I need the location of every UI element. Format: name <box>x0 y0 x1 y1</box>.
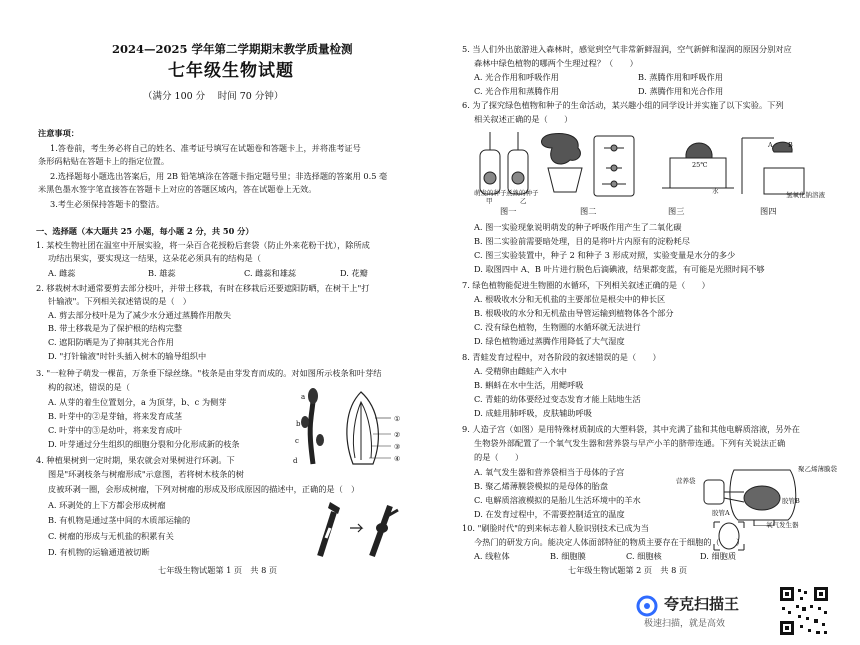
option: C. 细胞核 <box>626 551 662 561</box>
fig-label: A <box>768 141 773 149</box>
option: B. 图二实验前需要暗处理，目的是将叶片内原有的淀粉耗尽 <box>474 236 690 246</box>
fig-label: 25℃ <box>692 161 708 169</box>
option: C. 遮阳防晒是为了抑制其光合作用 <box>48 337 174 347</box>
option: D. 细胞质 <box>700 551 737 561</box>
question-line: 针输液"。下列相关叙述错误的是（ ） <box>48 296 191 306</box>
question-line: 2. 移栽树木时通常要剪去部分枝叶，并带土移栽，有时在移栽后还要遮阳防晒，在树干上"打 <box>36 283 370 293</box>
note-line: 2.选择题每小题选出答案后，用 2B 铅笔填涂在答题卡指定题号里；非选择题的答案用 0.5 毫 <box>50 171 388 181</box>
fig-label: 煮熟的种子 <box>506 189 539 197</box>
option: B. 蝌蚪在水中生活，用鳃呼吸 <box>474 380 584 390</box>
option: B. 雄蕊 <box>148 268 176 278</box>
girdling-figure <box>300 498 412 560</box>
fig-label: ④ <box>394 455 401 463</box>
fig-label: d <box>293 457 298 465</box>
option: B. 细胞膜 <box>550 551 586 561</box>
option: A. 受精卵由雌蛙产入水中 <box>474 366 567 376</box>
fig-label: 萌发的种子 <box>474 189 507 197</box>
fig-label: 胶管A <box>712 509 730 517</box>
qr-code-icon <box>778 585 830 637</box>
question-line: 生物袋外部配置了一个氧气发生器和营养袋与早产小羊的脐带连通。下列有关说法正确 <box>474 438 786 448</box>
option: B. 根吸收的水分和无机盐由导管运输到植物体各个部分 <box>474 308 674 318</box>
fig-label: b <box>296 420 301 428</box>
fig-label: 氧气发生器 <box>766 521 799 529</box>
fig-label: 胶管B <box>782 497 800 505</box>
question-line: 10. "刷脸时代"的到来标志着人脸识别技术已成为当 <box>462 523 649 533</box>
fig-label: ③ <box>394 443 401 451</box>
question-line: 的是（ ） <box>474 452 524 462</box>
fig-caption: 图二 <box>580 206 597 216</box>
option: B. 叶芽中的②是芽轴，将来发育成茎 <box>48 411 183 421</box>
question-line: 图是"环剥枝条与树瘤形成"示意图，若将树木枝条的树 <box>48 469 244 479</box>
question-line: 1. 某校生物社团在温室中开展实验，将一朵百合花授粉后套袋（防止外来花粉干扰），除所成 <box>36 240 370 250</box>
option: D. 花瓣 <box>340 268 368 278</box>
option: B. 蒸腾作用和呼吸作用 <box>638 72 723 82</box>
question-line: 8. 青蛙发育过程中，对各阶段的叙述错误的是（ ） <box>462 352 661 362</box>
option: C. 青蛙的幼体要经过变态发育才能上陆地生活 <box>474 394 641 404</box>
option: A. 环剥处的上下方都会形成树瘤 <box>48 500 166 510</box>
option: D. 蒸腾作用和光合作用 <box>638 86 724 96</box>
option: A. 从芽的着生位置划分，a 为顶芽，b、c 为侧芽 <box>48 397 227 407</box>
option: A. 线粒体 <box>474 551 510 561</box>
option: A. 雌蕊 <box>48 268 76 278</box>
fig-label: ① <box>394 415 401 423</box>
watermark-slogan: 极速扫描，就是高效 <box>644 619 726 629</box>
question-line: 今热门的研发方向。能决定人体面部特征的物质主要存在于细胞的（ ） <box>474 537 745 547</box>
fig-label: c <box>295 437 299 445</box>
exam-header: 2024—2025 学年第二学期期末教学质量检测 <box>112 42 353 56</box>
option: A. 图一实验现象说明萌发的种子呼吸作用产生了二氧化碳 <box>474 222 682 232</box>
option: D. "打针输液"时针头插入树木的输导组织中 <box>48 351 207 361</box>
option: D. 在发育过程中，不需要控制适宜的温度 <box>474 509 625 519</box>
option: C. 图三实验装置中，种子 2 和种子 3 形成对照，实验变量是水分的多少 <box>474 250 736 260</box>
option: B. 聚乙烯薄膜袋模拟的是母体的胎盘 <box>474 481 609 491</box>
exam-title: 七年级生物试题 <box>168 61 294 81</box>
fig-label: 营养袋 <box>676 477 696 485</box>
option: A. 剪去部分枝叶是为了减少水分通过蒸腾作用散失 <box>48 310 232 320</box>
option: D. 有机物的运输通道被切断 <box>48 547 150 557</box>
option: D. 叶芽通过分生组织的细胞分裂和分化形成新的枝条 <box>48 439 240 449</box>
quark-logo-icon <box>636 595 658 617</box>
face-scan-figure <box>712 520 746 552</box>
note-line: 1.答卷前，考生务必将自己的姓名、准考证号填写在试题卷和答题卡上，并将准考证号 <box>50 143 361 153</box>
option: A. 根吸收水分和无机盐的主要部位是根尖中的伸长区 <box>474 294 666 304</box>
option: C. 电解质溶液模拟的是胎儿生活环境中的羊水 <box>474 495 641 505</box>
option: D. 取图四中 A、B 叶片进行脱色后滴碘液，结果都变蓝，有可能是光照时间不够 <box>474 264 765 274</box>
option: B. 有机物是通过茎中间的木质部运输的 <box>48 515 191 525</box>
note-line: 3.考生必须保持答题卡的整洁。 <box>50 199 165 209</box>
question-line: 4. 种植果树到一定时期，果农就会对果树进行环剥。下 <box>36 455 235 465</box>
notes-title: 注意事项： <box>38 128 79 138</box>
question-line: 9. 人造子宫（如图）是用特殊材质制成的大塑料袋，其中充满了盐和其他电解质溶液，另外在 <box>462 424 800 434</box>
fig-label: 乙 <box>520 197 527 205</box>
section-title: 一、选择题（本大题共 25 小题，每小题 2 分，共 50 分） <box>36 226 254 236</box>
question-line: 皮被环剥一圈，会形成树瘤，下列对树瘤的形成及形成原因的描述中，正确的是（ ） <box>48 484 360 494</box>
option: B. 带土移栽是为了保护根的结构完整 <box>48 323 183 333</box>
fig-label: 聚乙烯薄膜袋 <box>798 465 837 473</box>
note-line: 条形码粘贴在答题卡上的指定位置。 <box>38 156 170 166</box>
fig-caption: 图四 <box>760 206 777 216</box>
fig-label: ② <box>394 431 401 439</box>
fig-label: 甲 <box>486 197 493 205</box>
scanner-watermark <box>636 585 768 635</box>
right-page <box>430 0 860 645</box>
question-line: 6. 为了探究绿色植物和种子的生命活动，某兴趣小组的同学设计并实施了以下实验。下列 <box>462 100 784 110</box>
fig-label: B <box>788 141 793 149</box>
fig-label: a <box>301 393 306 401</box>
question-line: 功结出果实，要实现这一结果，这朵花必须具有的结构是（ <box>48 253 261 263</box>
question-line: 相关叙述正确的是（ ） <box>474 114 573 124</box>
option: C. 雌蕊和雄蕊 <box>244 268 297 278</box>
page-footer: 七年级生物试题第 1 页 共 8 页 <box>158 565 278 575</box>
fig-caption: 图三 <box>668 206 685 216</box>
option: D. 绿色植物通过蒸腾作用降低了大气湿度 <box>474 336 625 346</box>
question-line: 3. "一粒种子萌发一棵苗，万条垂下绿丝绦。"枝条是由芽发育而成的。对如图所示枝条和叶芽结 <box>36 368 382 378</box>
option: C. 叶芽中的③是幼叶，将来发育成叶 <box>48 425 182 435</box>
option: C. 树瘤的形成与无机盐的积累有关 <box>48 531 174 541</box>
exam-subtitle: （满分 100 分 时间 70 分钟） <box>143 91 284 102</box>
option: A. 氧气发生器和营养袋相当于母体的子宫 <box>474 467 625 477</box>
option: C. 光合作用和蒸腾作用 <box>474 86 559 96</box>
option: A. 光合作用和呼吸作用 <box>474 72 559 82</box>
page-footer: 七年级生物试题第 2 页 共 8 页 <box>568 565 688 575</box>
question-line: 7. 绿色植物能促进生物圈的水循环，下列相关叙述正确的是（ ） <box>462 280 710 290</box>
note-line: 米黑色墨水签字笔直接答在答题卡上对应的答题区域内，答在试题卷上无效。 <box>38 184 317 194</box>
option: D. 成蛙用肺呼吸，皮肤辅助呼吸 <box>474 408 592 418</box>
question-line: 构的叙述，错误的是（ <box>48 382 130 392</box>
fig-label: 水 <box>712 187 719 195</box>
fig-label: 氢氧化钠溶液 <box>786 191 825 199</box>
watermark-brand: 夸克扫描王 <box>664 595 740 613</box>
option: C. 没有绿色植物，生物圈的水循环就无法进行 <box>474 322 641 332</box>
question-line: 森林中绿色植物的哪两个生理过程？（ ） <box>474 58 638 68</box>
fig-caption: 图一 <box>500 206 517 216</box>
question-line: 5. 当人们外出旅游进入森林时，感觉到空气非常新鲜湿润，空气新鲜和湿润的原因分别对应 <box>462 44 792 54</box>
